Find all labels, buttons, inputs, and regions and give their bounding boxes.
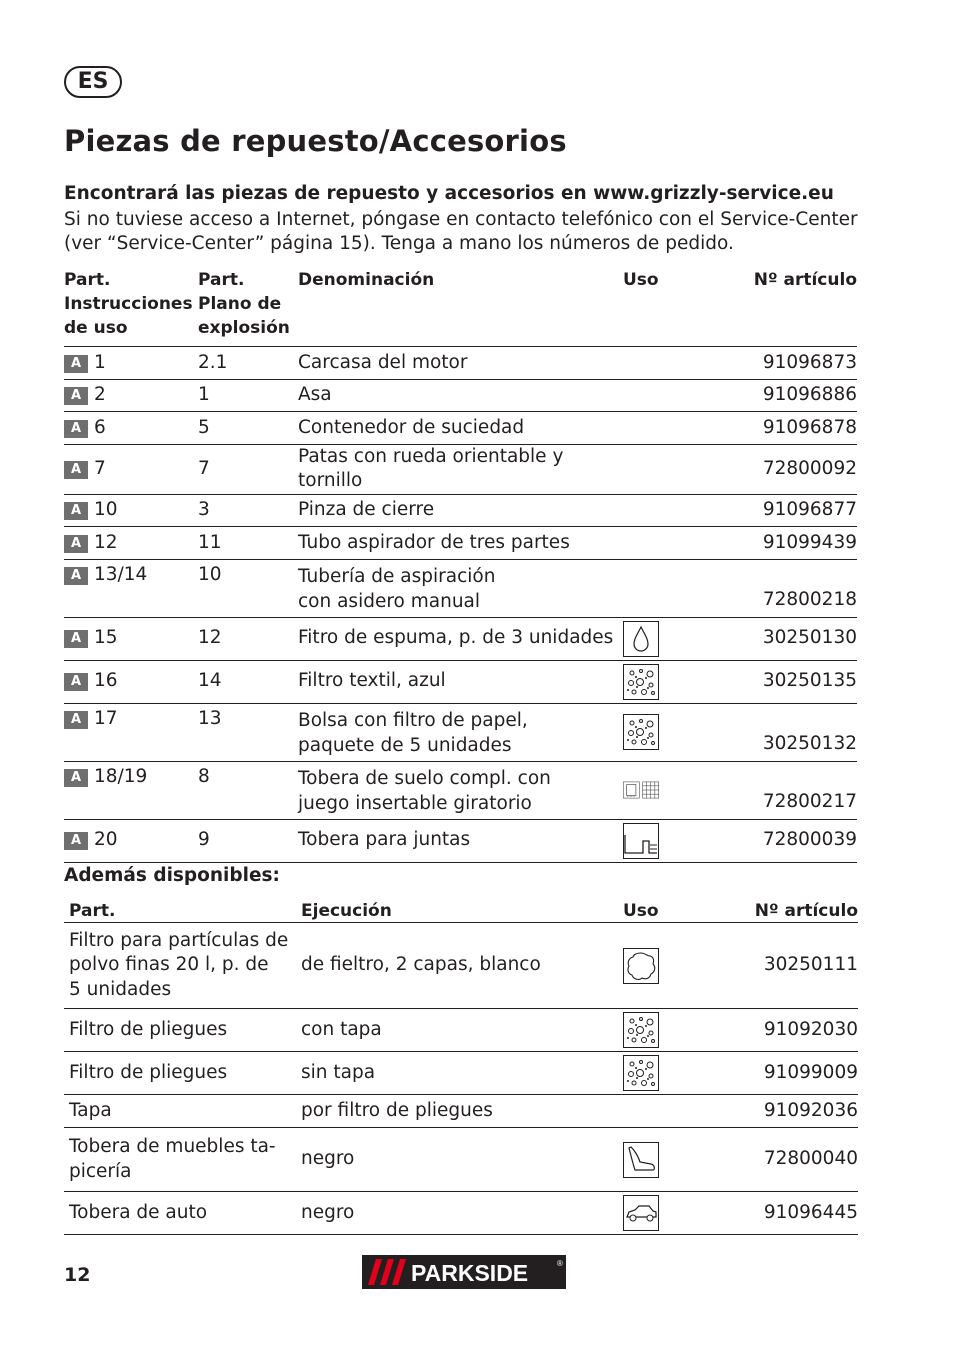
header-part-explosion: Part. Plano de explosión	[198, 270, 290, 338]
uso-cell	[623, 819, 713, 862]
figure-a-badge: A	[64, 630, 88, 648]
language-badge: ES	[64, 66, 122, 98]
figure-a-badge: A	[64, 769, 88, 787]
table-row	[64, 1009, 858, 1052]
article-number-cell: 91096873	[762, 351, 857, 373]
table-row	[64, 617, 857, 660]
figure-a-badge: A	[64, 502, 88, 520]
execution-cell: por filtro de pliegues	[301, 1099, 493, 1121]
uso-cell	[623, 412, 713, 445]
figure-a-badge: A	[64, 420, 88, 438]
part-number: 17	[94, 707, 118, 729]
table-row	[64, 347, 857, 380]
article-number-cell: 91096886	[762, 384, 857, 405]
figure-a-badge: A	[64, 673, 88, 691]
water-drop-icon	[623, 621, 659, 657]
svg-text:®: ®	[557, 1259, 563, 1268]
upholstery-seat-icon	[623, 1142, 659, 1178]
part-explosion-cell: 2.1	[198, 351, 228, 373]
part-instructions-cell	[64, 617, 198, 660]
page-title: Piezas de repuesto/Accesorios	[64, 124, 567, 158]
part-explosion-cell: 12	[198, 627, 222, 649]
uso-cell	[623, 617, 713, 660]
uso-cell	[623, 444, 713, 494]
svg-text:PARKSIDE: PARKSIDE	[411, 1260, 529, 1286]
table-row	[64, 1095, 858, 1128]
article-number-cell: 72800092	[762, 457, 857, 479]
part-explosion-cell: 7	[198, 457, 210, 479]
figure-a-badge: A	[64, 355, 88, 373]
figure-a-badge: A	[64, 461, 88, 479]
uso-cell	[618, 1052, 728, 1095]
uso-cell	[623, 379, 713, 412]
table-row	[64, 761, 857, 819]
part-number: 20	[94, 829, 118, 851]
article-number-cell: 91092030	[763, 1018, 858, 1040]
uso-cell	[623, 559, 713, 617]
uso-cell	[623, 527, 713, 560]
dust-particles-icon	[623, 714, 659, 750]
article-number-cell: 91096877	[762, 499, 857, 520]
part-explosion-cell: 11	[198, 531, 222, 553]
fine-dust-icon	[623, 948, 659, 984]
execution-cell: sin tapa	[301, 1061, 376, 1083]
table-row	[64, 923, 858, 1009]
header-uso: Uso	[623, 270, 659, 290]
header-part: Part.	[69, 901, 116, 921]
uso-cell	[623, 347, 713, 380]
article-number-cell: 72800217	[762, 791, 857, 812]
part-instructions-cell	[64, 559, 198, 617]
denomination-cell: Fitro de espuma, p. de 3 unidades	[298, 627, 614, 649]
additional-heading: Además disponibles:	[64, 865, 280, 886]
article-number-cell: 91092036	[763, 1099, 858, 1121]
part-explosion-cell: 8	[198, 765, 210, 787]
denomination-cell: Patas con rueda orientable y tornillo	[298, 445, 564, 491]
uso-cell	[618, 923, 728, 1009]
part-instructions-cell	[64, 347, 198, 380]
article-number-cell: 91096878	[762, 416, 857, 438]
part-number: 7	[94, 457, 106, 479]
table-row	[64, 703, 857, 761]
part-name-cell: Tobera de muebles ta- picería	[69, 1136, 276, 1182]
part-instructions-cell	[64, 703, 198, 761]
part-number: 13/14	[94, 563, 148, 585]
header-denomination: Denominación	[298, 270, 435, 290]
table-row	[64, 412, 857, 445]
denomination-cell: Bolsa con filtro de papel, paquete de 5 unidades	[298, 710, 528, 756]
denomination-cell: Tubería de aspiración con asidero manual	[298, 566, 496, 612]
table-row	[64, 444, 857, 494]
part-number: 6	[94, 416, 106, 438]
part-instructions-cell	[64, 494, 198, 527]
table-row	[64, 1052, 858, 1095]
denomination-cell: Tobera para juntas	[298, 829, 471, 851]
part-explosion-cell: 9	[198, 829, 210, 851]
part-instructions-cell	[64, 444, 198, 494]
crevice-icon	[623, 823, 659, 859]
part-instructions-cell	[64, 761, 198, 819]
part-explosion-cell: 14	[198, 670, 222, 692]
uso-cell	[623, 703, 713, 761]
article-number-cell: 72800040	[763, 1148, 858, 1170]
dust-particles-icon	[623, 1055, 659, 1091]
part-number: 1	[94, 351, 106, 373]
header-uso: Uso	[623, 901, 659, 921]
part-explosion-cell: 3	[198, 499, 210, 520]
header-article: Nº artículo	[753, 270, 857, 290]
uso-cell	[623, 494, 713, 527]
execution-cell: de fieltro, 2 capas, blanco	[301, 954, 541, 976]
part-name-cell: Tapa	[69, 1099, 112, 1121]
article-number-cell: 91099439	[762, 531, 857, 553]
execution-cell: negro	[301, 1201, 355, 1223]
part-number: 2	[94, 384, 106, 405]
part-explosion-cell: 10	[198, 563, 222, 585]
figure-a-badge: A	[64, 387, 88, 405]
part-number: 16	[94, 670, 118, 692]
table-row	[64, 660, 857, 703]
part-number: 12	[94, 531, 118, 553]
part-instructions-cell	[64, 412, 198, 445]
article-number-cell: 30250132	[762, 733, 857, 754]
figure-a-badge: A	[64, 832, 88, 850]
denomination-cell: Contenedor de suciedad	[298, 416, 525, 438]
dust-particles-icon	[623, 1012, 659, 1048]
part-name-cell: Filtro para partículas de polvo finas 20 l, p. de 5 unidades	[69, 929, 289, 1000]
table-header-row	[64, 268, 857, 347]
article-number-cell: 91096445	[763, 1201, 858, 1223]
parkside-logo	[362, 1255, 566, 1289]
part-instructions-cell	[64, 527, 198, 560]
spare-parts-table	[64, 268, 857, 863]
part-instructions-cell	[64, 819, 198, 862]
article-number-cell: 72800039	[762, 829, 857, 851]
denomination-cell: Asa	[298, 384, 332, 405]
header-article: Nº artículo	[754, 901, 858, 921]
figure-a-badge: A	[64, 567, 88, 585]
table-row	[64, 494, 857, 527]
floor-carpet-icons	[623, 772, 659, 808]
uso-cell	[623, 660, 713, 703]
denomination-cell: Tobera de suelo compl. con juego insertable giratorio	[298, 768, 551, 814]
article-number-cell: 30250130	[762, 627, 857, 649]
part-name-cell: Filtro de pliegues	[69, 1061, 228, 1083]
part-instructions-cell	[64, 379, 198, 412]
table-header-row	[64, 900, 858, 923]
part-number: 18/19	[94, 765, 148, 787]
uso-cell	[623, 761, 713, 819]
article-number-cell: 30250135	[762, 670, 857, 692]
part-explosion-cell: 1	[198, 384, 210, 405]
part-name-cell: Tobera de auto	[69, 1201, 208, 1223]
article-number-cell: 72800218	[762, 589, 857, 610]
page-number: 12	[64, 1264, 91, 1286]
additional-table	[64, 900, 858, 1235]
part-number: 10	[94, 499, 118, 520]
table-row	[64, 527, 857, 560]
part-name-cell: Filtro de pliegues	[69, 1018, 228, 1040]
execution-cell: con tapa	[301, 1018, 382, 1040]
denomination-cell: Tubo aspirador de tres partes	[298, 531, 570, 553]
denomination-cell: Filtro textil, azul	[298, 670, 446, 692]
table-row	[64, 1128, 858, 1192]
header-part-instructions: Part. Instrucciones de uso	[64, 270, 193, 338]
uso-cell	[618, 1095, 728, 1128]
execution-cell: negro	[301, 1148, 355, 1170]
table-row	[64, 379, 857, 412]
part-explosion-cell: 13	[198, 707, 222, 729]
header-execution: Ejecución	[301, 901, 392, 921]
figure-a-badge: A	[64, 711, 88, 729]
table-row	[64, 1192, 858, 1235]
uso-cell	[618, 1128, 728, 1192]
intro-text: Si no tuviese acceso a Internet, póngase en contacto telefónico con el Service-Center (ver “Service-Center” página 15). Tenga a mano los números de pedido.	[64, 209, 858, 254]
uso-cell	[618, 1192, 728, 1235]
intro-bold-text: Encontrará las piezas de repuesto y accesorios en www.grizzly-service.eu	[64, 183, 834, 204]
car-icon	[623, 1195, 659, 1231]
denomination-cell: Pinza de cierre	[298, 499, 435, 520]
article-number-cell: 30250111	[763, 954, 858, 976]
table-row	[64, 819, 857, 862]
part-explosion-cell: 5	[198, 416, 210, 438]
figure-a-badge: A	[64, 535, 88, 553]
denomination-cell: Carcasa del motor	[298, 351, 468, 373]
part-number: 15	[94, 627, 118, 649]
dust-particles-icon	[623, 664, 659, 700]
part-instructions-cell	[64, 660, 198, 703]
table-row	[64, 559, 857, 617]
uso-cell	[618, 1009, 728, 1052]
article-number-cell: 91099009	[763, 1061, 858, 1083]
